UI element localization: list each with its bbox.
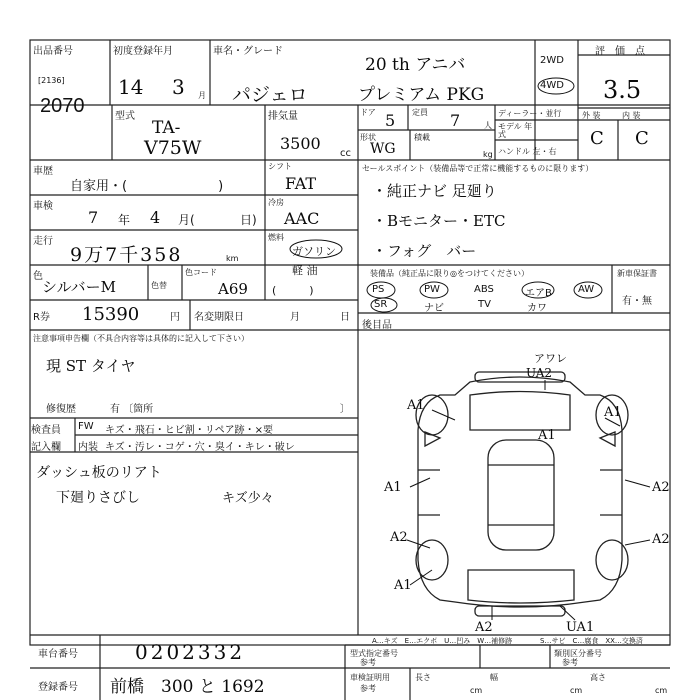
diagram-legend-1: A…キズ E…エクボ U…凹み W…補修跡 xyxy=(372,637,513,645)
repair-value: 有 〔箇所 xyxy=(110,404,154,415)
diagram-mark-right-rear: A2 xyxy=(652,532,670,547)
notes-text: 現 ST タイヤ xyxy=(46,357,136,375)
fuel-gasoline: ガソリン xyxy=(292,245,336,258)
color-label: 色 xyxy=(33,271,43,282)
drive-4wd-circle xyxy=(536,76,576,96)
height-unit: cm xyxy=(655,686,668,695)
cert-label: 車検証明用 xyxy=(350,673,390,682)
registration-label: 登録番号 xyxy=(38,682,78,693)
category-sub: 参考 xyxy=(562,658,578,667)
model-type-line1: TA- xyxy=(152,118,181,138)
diagram-top-label-2: UA2 xyxy=(526,366,553,380)
equip-airbag: エアB xyxy=(525,288,552,299)
sales-points-label: セールスポイント（装備品等で正常に機能するものに限ります） xyxy=(362,164,594,173)
equip-pw: PW xyxy=(424,284,440,295)
shape-value: WG xyxy=(370,141,396,157)
ac-value: AAC xyxy=(284,209,320,228)
repair-label: 修復歴 xyxy=(46,404,76,415)
lot-label: 出品番号 xyxy=(33,46,73,57)
inspection-label: 車検 xyxy=(33,201,53,212)
recycle-value: 15390 xyxy=(82,304,140,325)
exterior-label: 外 装 xyxy=(582,111,601,120)
ac-label: 冷房 xyxy=(268,198,284,207)
handle-label: ハンドル 左・右 xyxy=(498,147,557,156)
sales-point-1: ・純正ナビ 足廻り xyxy=(372,182,497,200)
history-value: 自家用・( ) xyxy=(70,179,224,194)
fuel-other: ( ) xyxy=(272,284,314,297)
notes-label: 注意事項申告欄（不具合内容等は具体的に記入して下さい） xyxy=(33,334,249,343)
diagram-mark-hood: A1 xyxy=(538,428,556,443)
model-type-line2: V75W xyxy=(144,137,202,159)
drive-4wd: 4WD xyxy=(540,80,564,91)
model-type-label: 型式 xyxy=(115,111,135,122)
first-reg-month: 3 xyxy=(172,75,185,99)
equip-ps: PS xyxy=(372,284,385,295)
fuel-label: 燃料 xyxy=(268,233,284,242)
equip-tv: TV xyxy=(478,299,491,310)
diagram-mark-left-rear: A2 xyxy=(390,530,408,545)
displacement-label: 排気量 xyxy=(268,111,298,122)
first-reg-year: 14 xyxy=(118,75,144,99)
repair-close: 〕 xyxy=(340,404,350,415)
recycle-label: R券 xyxy=(33,312,50,323)
color-code-label: 色コード xyxy=(185,268,217,277)
exterior-score: C xyxy=(590,128,604,149)
history-label: 車歴 xyxy=(33,166,53,177)
lot-small-number: [2136] xyxy=(38,76,65,85)
capacity-label: 定員 xyxy=(412,108,428,117)
name-change-month: 月 xyxy=(290,312,300,323)
interior-check-label: 内装 xyxy=(78,442,98,453)
diagram-legend-2: S…サビ C…腐食 XX…交換済 xyxy=(540,637,643,645)
category-label: 類別区分番号 xyxy=(554,649,602,658)
name-change-day: 日 xyxy=(340,312,350,323)
shift-value: FAT xyxy=(285,174,317,193)
score-label: 評 価 点 xyxy=(595,46,645,57)
inspector-comment-1: ダッシュ板のリアト xyxy=(36,465,162,481)
first-reg-month-suffix: 月 xyxy=(198,91,206,100)
width-label: 幅 xyxy=(490,673,498,682)
fuel-diesel: 軽 油 xyxy=(292,264,318,277)
interior-label: 内 装 xyxy=(622,111,641,120)
recycle-unit: 円 xyxy=(170,312,180,323)
shape-label: 形状 xyxy=(360,133,376,142)
car-name: パジェロ xyxy=(232,84,308,106)
model-year-label: モデル 年式 xyxy=(498,122,533,139)
drive-2wd: 2WD xyxy=(540,55,564,66)
name-change-label: 名変期限日 xyxy=(194,312,244,323)
fw-label: FW xyxy=(78,421,94,432)
inspection-month-unit: 月( xyxy=(178,213,195,227)
color-value: シルバーM xyxy=(42,278,116,296)
mileage-unit: km xyxy=(226,254,239,263)
inspector-comment-3: キズ少々 xyxy=(222,491,274,506)
equip-leather: カワ xyxy=(527,303,547,314)
warranty-label: 新車保証書 xyxy=(617,269,657,278)
shift-label: シフト xyxy=(268,162,292,171)
diagram-mark-right-door: A2 xyxy=(652,480,670,495)
dealer-label: ディーラー・並行 xyxy=(498,109,562,118)
length-unit: cm xyxy=(470,686,483,695)
inspection-day-unit: 日) xyxy=(240,213,257,227)
type-designation-sub: 参考 xyxy=(360,658,376,667)
registration-value: 前橋 300 と 1692 xyxy=(110,677,265,697)
interior-score: C xyxy=(635,128,649,149)
length-label: 長さ xyxy=(415,673,431,682)
diagram-mark-rear-right: UA1 xyxy=(566,620,595,635)
inspector-label-2: 記入欄 xyxy=(31,442,61,453)
interior-check-values: キズ・汚レ・コゲ・穴・臭イ・キレ・破レ xyxy=(105,442,295,453)
back-seat-label: 後目品 xyxy=(362,320,392,331)
equipment-label: 装備品（純正品に限り◎をつけてください） xyxy=(370,269,529,278)
displacement-value: 3500 xyxy=(280,134,321,153)
lot-number: 2070 xyxy=(40,95,85,117)
displacement-unit: cc xyxy=(340,148,351,159)
diagram-mark-left-door: A1 xyxy=(384,480,402,495)
diagram-mark-rear-bumper: A2 xyxy=(475,620,493,635)
inspection-month: 4 xyxy=(150,208,161,227)
inspection-year-unit: 年 xyxy=(118,213,131,227)
grade-line1: 20 th アニバ xyxy=(365,55,466,75)
sales-point-2: ・Bモニター・ETC xyxy=(372,212,506,230)
fw-values: キズ・飛石・ヒビ割・リペア跡・×要 xyxy=(105,425,273,436)
diagram-mark-front-left: A1 xyxy=(407,398,425,413)
first-reg-label: 初度登録年月 xyxy=(113,46,173,57)
color-code-value: A69 xyxy=(218,280,248,298)
diagram-mark-rear-left: A1 xyxy=(394,578,412,593)
diagram-top-label-1: アワレ xyxy=(534,352,567,365)
sales-point-3: ・フォグ バー xyxy=(372,242,477,260)
color-swap-label: 色替 xyxy=(151,281,167,290)
doors-value: 5 xyxy=(385,111,396,130)
capacity-unit: 人 xyxy=(484,121,492,130)
model-name-label: 車名・グレード xyxy=(213,46,283,57)
equip-aw: AW xyxy=(578,284,595,295)
score-value: 3.5 xyxy=(603,76,642,104)
equip-navi: ナビ xyxy=(424,303,444,314)
chassis-value: 0202332 xyxy=(135,640,246,664)
mileage-value: 9万7千358 xyxy=(70,244,183,266)
load-label: 積載 xyxy=(414,133,430,142)
inspection-year: 7 xyxy=(88,208,99,227)
doors-label: ドア xyxy=(360,108,376,117)
inspector-comment-2: 下廻りさびし xyxy=(56,490,140,506)
mileage-label: 走行 xyxy=(33,236,53,247)
inspector-label-1: 検査員 xyxy=(31,425,61,436)
equip-sr: SR xyxy=(374,299,388,310)
equip-abs: ABS xyxy=(474,284,494,295)
diagram-mark-front-right: A1 xyxy=(604,405,622,420)
grade-line2: プレミアム PKG xyxy=(358,85,485,105)
type-designation-label: 型式指定番号 xyxy=(350,649,398,658)
vehicle-diagram xyxy=(416,372,628,616)
height-label: 高さ xyxy=(590,673,606,682)
chassis-label: 車台番号 xyxy=(38,649,78,660)
capacity-value: 7 xyxy=(450,111,461,130)
load-unit: kg xyxy=(483,150,493,159)
cert-sub: 参考 xyxy=(360,684,376,693)
width-unit: cm xyxy=(570,686,583,695)
warranty-values: 有・無 xyxy=(622,296,652,307)
fuel-gasoline-circle xyxy=(288,238,344,260)
